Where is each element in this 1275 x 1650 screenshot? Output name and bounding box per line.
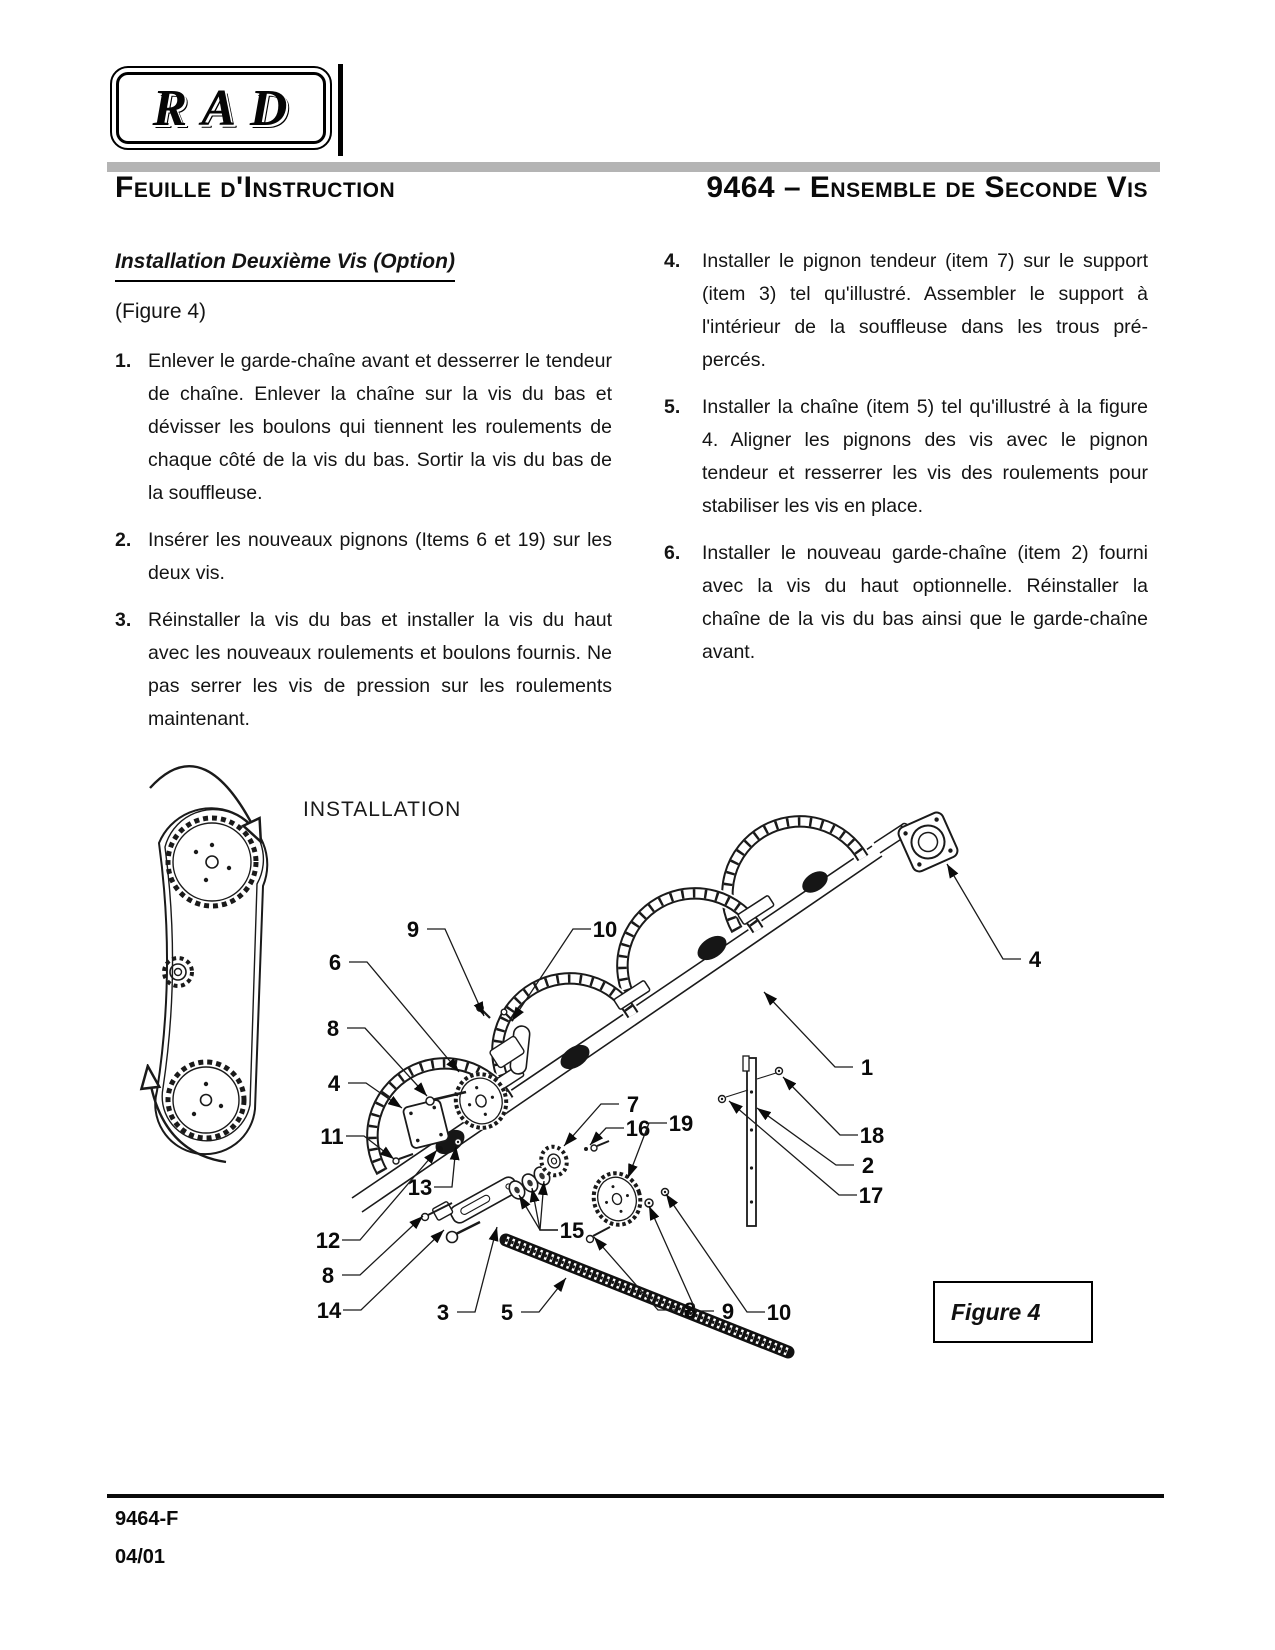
drive-chain [506, 1240, 788, 1352]
callout-number: 10 [766, 1300, 792, 1325]
callout-leader-line [427, 929, 484, 1016]
callout-number: 13 [407, 1175, 433, 1200]
step-number: 2. [115, 529, 132, 551]
callout-leader-line [764, 992, 853, 1067]
callout-number: 14 [316, 1298, 342, 1323]
footer-doc-number: 9464-F [115, 1508, 179, 1530]
doc-number-title: 9464 – Ensemble de Seconde Vis [706, 171, 1148, 204]
callout-number: 11 [320, 1124, 344, 1149]
callout-number: 15 [559, 1218, 585, 1243]
footer-rule [107, 1494, 1164, 1498]
auger-assembly [352, 821, 913, 1212]
callout-number: 17 [858, 1183, 884, 1208]
callout-number: 3 [436, 1300, 450, 1325]
flange-bearing [896, 810, 959, 873]
step-text: Installer le pignon tendeur (item 7) sur le support (item 3) tel qu'illustré. Assembler le support à l'intérieur de la souffleuse dans les trous pré-percés. [702, 250, 1148, 371]
step-number: 4. [664, 250, 681, 272]
doc-type-title: Feuille d'Instruction [115, 171, 396, 204]
callout-number: 8 [326, 1016, 340, 1041]
section-subtitle: (Figure 4) [115, 300, 207, 323]
step-number: 5. [664, 396, 681, 418]
callout-leader-line [540, 1181, 558, 1230]
callout-leader-line [947, 864, 1021, 959]
screw-sprocket-19 [585, 1165, 650, 1234]
callout-number: 18 [859, 1123, 885, 1148]
step-text: Enlever le garde-chaîne avant et desserrer le tendeur de chaîne. Enlever la chaîne sur la vis du bas et dévisser les boulons qui tiennent les roulements de chaque côté de la vis du bas. Sortir la vis du bas de la souffleuse. [148, 350, 612, 504]
callout-number: 2 [861, 1153, 875, 1178]
hardware-fasteners [393, 1005, 783, 1243]
callout-number: 8 [321, 1263, 335, 1288]
callout-leader-line [757, 1108, 854, 1165]
callout-leader-line [564, 1104, 619, 1146]
figure-caption: Figure 4 [951, 1298, 1041, 1325]
callout-number: 7 [626, 1092, 640, 1117]
callout-number: 6 [328, 950, 342, 975]
callout-number: 10 [592, 917, 618, 942]
step-text: Insérer les nouveaux pignons (Items 6 et 19) sur les deux vis. [148, 529, 612, 584]
installation-label: INSTALLATION [303, 798, 462, 821]
chain-guard-bar [726, 1056, 776, 1226]
step-number: 1. [115, 350, 132, 372]
auger-hub [556, 1040, 594, 1074]
callout-leader-line [342, 1216, 423, 1275]
chain-routing-figure [148, 766, 267, 1162]
section-title: Installation Deuxième Vis (Option) [115, 245, 455, 282]
footer-date: 04/01 [115, 1546, 166, 1568]
step-number: 3. [115, 609, 132, 631]
step-text: Réinstaller la vis du bas et installer la vis du haut avec les nouveaux roulements et boulons fournis. Ne pas serrer les vis de pression sur les roulements maintenant. [148, 609, 612, 730]
auger-hub [693, 931, 731, 965]
rad-logo-text: RAD [152, 79, 302, 137]
figure-caption-box [933, 1281, 1093, 1343]
callout-number: 4 [1028, 947, 1042, 972]
callout-leader-line [521, 1278, 566, 1312]
part-callouts [316, 864, 1042, 1325]
callout-leader-line [457, 1227, 497, 1312]
step-text: Installer la chaîne (item 5) tel qu'illustré à la figure 4. Aligner les pignons des vis avec le pignon tendeur et resserrer les vis des roulements pour stabiliser les vis en place. [702, 396, 1148, 517]
callout-number: 16 [625, 1116, 651, 1141]
callout-number: 19 [668, 1111, 694, 1136]
callout-number: 9 [721, 1299, 735, 1324]
callout-number: 12 [315, 1228, 341, 1253]
step-text: Installer le nouveau garde-chaîne (item 2) fourni avec la vis du haut optionnelle. Réinstaller la chaîne de la vis du bas ainsi que le garde-chaîne avant. [702, 542, 1148, 663]
callout-leader-line [343, 1230, 444, 1310]
tensioner-bracket [432, 1168, 520, 1232]
callout-number: 8 [683, 1298, 697, 1323]
callout-number: 9 [406, 917, 420, 942]
callout-number: 5 [500, 1300, 514, 1325]
callout-number: 4 [327, 1071, 341, 1096]
step-number: 6. [664, 542, 681, 564]
callout-number: 1 [860, 1055, 874, 1080]
bearing-plate [402, 1099, 449, 1149]
callout-leader-line [783, 1077, 858, 1135]
